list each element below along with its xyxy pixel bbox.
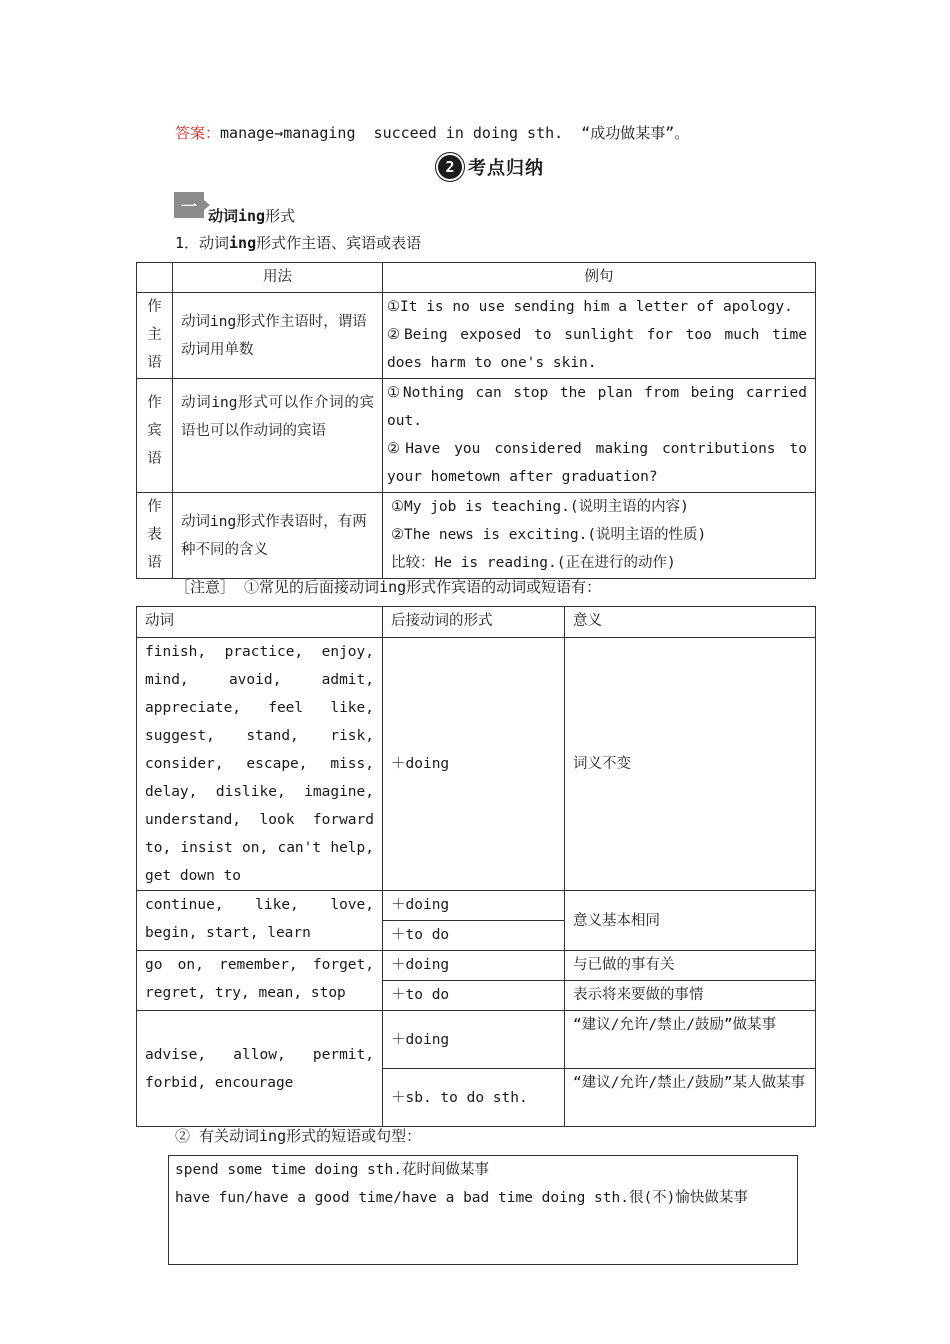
phrase-box [168,1155,798,1265]
answer-line [175,121,689,145]
verbs-line: appreciate, feel like, [145,700,374,716]
table-row [137,293,816,379]
header-empty [137,263,173,293]
table-row [137,1011,816,1069]
verb-table [136,606,816,1127]
point-title-bold: ing [229,234,257,252]
usage-table [136,262,816,579]
example-line: ①Nothing can stop the plan from being carried out. [387,385,807,429]
verbs-line: continue, like, love, [145,897,374,913]
example-cell [383,493,816,579]
subsection-title-bold: 动词ing [208,207,266,225]
verbs-line: advise, allow, permit, [145,1046,374,1063]
point-title-rest: 形式作主语、宾语或表语 [256,234,422,252]
form-cell: ＋doing [383,638,565,891]
header-example: 例句 [383,263,816,293]
example-line: 比较：He is reading.(正在进行的动作) [391,555,676,571]
role-text: 作主语 [147,299,162,371]
header-usage: 用法 [173,263,383,293]
role-cell [137,293,173,379]
point-title [175,232,421,253]
section-number-badge: 2 [438,155,462,179]
table-row [137,891,816,921]
phrase-line: have fun/have a good time/have a bad time doing sth.很(不)愉快做某事 [175,1190,748,1206]
role-cell [137,493,173,579]
usage-cell [173,379,383,493]
verbs-cell [137,1011,383,1127]
usage-text: 动词ing形式作主语时，谓语动词用单数 [181,313,367,358]
answer-label: 答案： [175,124,221,142]
phrase-line: spend some time doing sth.花时间做某事 [175,1162,489,1178]
example-line: ①My job is teaching.(说明主语的内容) [391,499,689,515]
example-cell [383,293,816,379]
form-cell: ＋doing [383,951,565,981]
subsection-title-rest: 形式 [265,207,296,225]
form-cell: ＋doing [383,891,565,921]
verbs-line: to, insist on, can't help, [145,840,374,856]
section-heading [438,152,544,182]
role-text: 作表语 [147,499,162,571]
meaning-cell [565,1069,816,1127]
usage-table-header [137,263,816,293]
example-line: ②Being exposed to sunlight for too much time does harm to one's skin. [387,327,807,371]
table-row [137,379,816,493]
meaning-cell: 词义不变 [565,638,816,891]
example-line: ②Have you considered making contributions to your hometown after graduation? [387,441,807,485]
header-meaning: 意义 [565,607,816,638]
verbs-line: forbid, encourage [145,1074,294,1091]
usage-cell [173,293,383,379]
section-title: 考点归纳 [468,158,544,179]
meaning-cell [565,1011,816,1069]
form-cell: ＋doing [383,1011,565,1069]
role-cell [137,379,173,493]
verbs-line: mind, avoid, admit, [145,672,374,688]
meaning-cell: 意义基本相同 [565,891,816,951]
role-text: 作宾语 [147,395,162,467]
table-row [137,951,816,981]
meaning-text: “建议/允许/禁止/鼓励”做某事 [573,1017,777,1033]
meaning-cell: 与已做的事有关 [565,951,816,981]
note-line: ［注意］ ①常见的后面接动词ing形式作宾语的动词或短语有： [175,578,602,596]
form-cell: ＋to do [383,921,565,951]
meaning-text: “建议/允许/禁止/鼓励”某人做某事 [573,1075,806,1091]
verbs-line: delay, dislike, imagine, [145,784,374,800]
meaning-cell: 表示将来要做的事情 [565,981,816,1011]
example-cell [383,379,816,493]
subsection-badge: 一 [174,192,204,218]
table-row [137,638,816,891]
example-line: ②The news is exciting.(说明主语的性质) [391,527,707,543]
verbs-line: suggest, stand, risk, [145,728,374,744]
verbs-line: finish, practice, enjoy, [145,644,374,660]
subsection-title [208,205,295,226]
verbs-cell [137,891,383,951]
usage-cell [173,493,383,579]
usage-text: 动词ing形式作表语时，有两种不同的含义 [181,513,367,558]
point-title-prefix: 1．动词 [175,234,230,252]
answer-text: manage→managing succeed in doing sth. “成功做某事”。 [220,124,690,142]
form-cell: ＋to do [383,981,565,1011]
verbs-line: regret, try, mean, stop [145,985,346,1001]
phrase-label: ② 有关动词ing形式的短语或句型： [175,1127,422,1145]
verbs-line: begin, start, learn [145,925,311,941]
header-form: 后接动词的形式 [383,607,565,638]
form-cell: ＋sb. to do sth. [383,1069,565,1127]
verb-table-header [137,607,816,638]
verbs-line: get down to [145,868,242,884]
verbs-line: understand, look forward [145,812,374,828]
table-row [137,493,816,579]
verbs-cell [137,638,383,891]
verbs-line: consider, escape, miss, [145,756,374,772]
verbs-cell [137,951,383,1011]
usage-text: 动词ing形式可以作介词的宾语也可以作动词的宾语 [181,395,374,439]
header-verb: 动词 [137,607,383,638]
example-line: ①It is no use sending him a letter of apology. [387,299,793,315]
verbs-line: go on, remember, forget, [145,957,374,973]
